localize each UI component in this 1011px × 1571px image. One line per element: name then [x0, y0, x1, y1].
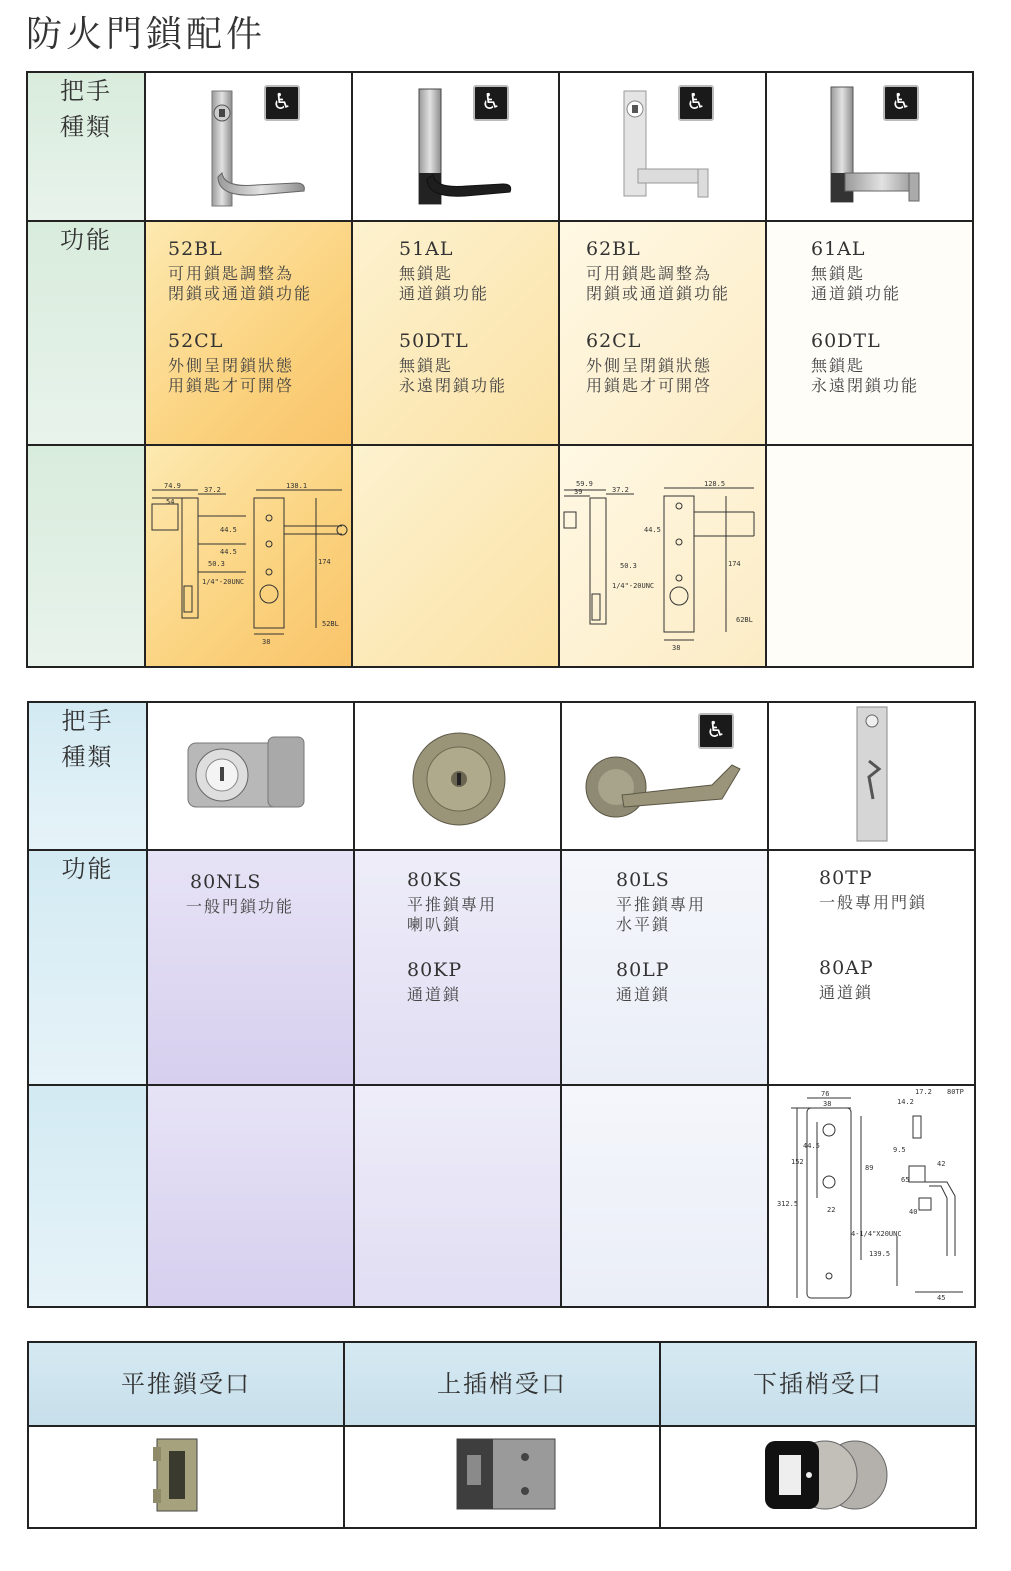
function-cell — [145, 221, 352, 445]
strike-header-cell — [660, 1342, 976, 1426]
strike-image-cell — [344, 1426, 660, 1528]
dim-label: 38 — [672, 644, 681, 652]
row-header-drawing — [27, 445, 145, 667]
handle-image-cell — [354, 702, 561, 850]
dim-label: 139.5 — [869, 1250, 891, 1258]
model-description: 通道鎖功能 — [399, 284, 490, 303]
model-description: 水平鎖 — [616, 915, 671, 934]
dim-label: 44.5 — [220, 526, 237, 534]
handle-table-2 — [27, 701, 976, 1308]
drawing-cell — [766, 445, 973, 667]
row-header-line2: 種類 — [60, 113, 112, 141]
handle-image-cell — [147, 702, 354, 850]
dim-label: 42 — [937, 1160, 946, 1168]
function-cell — [354, 850, 561, 1085]
dim-label: 17.2 — [915, 1088, 932, 1096]
function-cell — [352, 221, 559, 445]
model-code: 80AP — [819, 957, 874, 979]
model-code: 62CL — [586, 330, 642, 352]
handle-image-cell — [768, 702, 975, 850]
handle-image-cell — [352, 72, 559, 221]
model-description: 閉鎖或通道鎖功能 — [586, 284, 731, 303]
dim-label: 152 — [791, 1158, 804, 1166]
model-description: 一般專用門鎖 — [819, 893, 928, 912]
model-code: 80LS — [616, 869, 670, 891]
handle-image-cell — [766, 72, 973, 221]
dim-label: 39 — [574, 488, 583, 496]
model-description: 通道鎖 — [616, 985, 671, 1004]
model-description: 無鎖匙 — [399, 264, 454, 283]
row-header-drawing — [28, 1085, 147, 1307]
drawing-cell — [559, 445, 766, 667]
model-code: 80TP — [819, 867, 873, 889]
dim-label: 45 — [937, 1294, 946, 1302]
drawing-cell — [147, 1085, 354, 1307]
handle-image-cell — [559, 72, 766, 221]
strike-table — [27, 1341, 977, 1529]
dim-label: 59.9 — [576, 480, 593, 488]
dim-label: 50.3 — [208, 560, 225, 568]
dim-label: 174 — [318, 558, 331, 566]
wheelchair-icon: ♿ — [678, 85, 714, 121]
model-description: 平推鎖專用 — [616, 895, 707, 914]
model-description: 外側呈閉鎖狀態 — [168, 356, 295, 375]
strike-image-cell — [28, 1426, 344, 1528]
drawing-cell — [768, 1085, 975, 1307]
dim-label: 138.1 — [286, 482, 308, 490]
drawing-cell — [354, 1085, 561, 1307]
strike-header-cell — [28, 1342, 344, 1426]
dim-label: 76 — [821, 1090, 830, 1098]
model-description: 外側呈閉鎖狀態 — [586, 356, 713, 375]
model-description: 平推鎖專用 — [407, 895, 498, 914]
dim-label: 38 — [262, 638, 271, 646]
lever-handle-image — [767, 73, 972, 216]
push-bar-strike-image — [29, 1427, 343, 1523]
dim-label: 37.2 — [612, 486, 629, 494]
model-code: 80KP — [407, 959, 463, 981]
dim-label: 312.5 — [777, 1200, 799, 1208]
handle-image-cell — [145, 72, 352, 221]
handle-image-cell — [561, 702, 768, 850]
cylinder-lock-image — [148, 703, 353, 845]
drawing-cell — [561, 1085, 768, 1307]
wheelchair-icon: ♿ — [698, 713, 734, 749]
drawing-cell — [145, 445, 352, 667]
drawing-label: 52BL — [322, 620, 339, 628]
function-cell — [766, 221, 973, 445]
strike-header: 下插梢受口 — [753, 1370, 883, 1398]
lever-handle-image — [146, 73, 351, 216]
row-header-line1: 把手 — [61, 707, 114, 735]
model-code: 80KS — [407, 869, 463, 891]
dim-label: 38 — [823, 1100, 832, 1108]
dim-label: 54 — [166, 498, 175, 506]
page-title: 防火門鎖配件 — [26, 14, 267, 55]
dim-label: 40 — [909, 1208, 918, 1216]
function-cell — [147, 850, 354, 1085]
model-code: 52CL — [168, 330, 224, 352]
dim-label: 14.2 — [897, 1098, 914, 1106]
model-description: 通道鎖 — [819, 983, 874, 1002]
function-cell — [561, 850, 768, 1085]
thread-label: 4-1/4"X20UNC — [851, 1230, 902, 1238]
row-header-line1: 把手 — [60, 77, 112, 105]
dim-label: 128.5 — [704, 480, 726, 488]
dim-label: 50.3 — [620, 562, 637, 570]
model-description: 永遠閉鎖功能 — [399, 376, 508, 395]
model-description: 永遠閉鎖功能 — [811, 376, 920, 395]
model-description: 無鎖匙 — [811, 356, 866, 375]
drawing-label: 62BL — [736, 616, 753, 624]
row-header-line2: 種類 — [61, 743, 114, 771]
dim-label: 37.2 — [204, 486, 221, 494]
wheelchair-icon: ♿ — [264, 85, 300, 121]
model-description: 通道鎖 — [407, 985, 462, 1004]
row-header-function — [27, 221, 145, 445]
dim-label: 174 — [728, 560, 741, 568]
model-description: 一般門鎖功能 — [186, 897, 295, 916]
bottom-bolt-strike-image — [661, 1427, 975, 1523]
thread-label: 1/4"-20UNC — [612, 582, 655, 590]
function-cell — [768, 850, 975, 1085]
model-code: 50DTL — [399, 330, 469, 352]
handle-table-1 — [26, 71, 974, 668]
drawing-cell — [352, 445, 559, 667]
row-header-handle-type — [28, 702, 147, 850]
dim-label: 89 — [865, 1164, 874, 1172]
strike-header: 平推鎖受口 — [121, 1370, 251, 1398]
wheelchair-icon: ♿ — [473, 85, 509, 121]
knob-lock-image — [355, 703, 560, 845]
lever-lock-image — [562, 703, 767, 845]
model-description: 無鎖匙 — [399, 356, 454, 375]
model-description: 用鎖匙才可開啓 — [168, 376, 295, 395]
dim-label: 22 — [827, 1206, 836, 1214]
top-bolt-strike-image — [345, 1427, 659, 1523]
model-description: 無鎖匙 — [811, 264, 866, 283]
model-description: 通道鎖功能 — [811, 284, 902, 303]
model-code: 51AL — [399, 238, 454, 260]
strike-header-cell — [344, 1342, 660, 1426]
model-description: 喇叭鎖 — [407, 915, 462, 934]
model-code: 62BL — [586, 238, 641, 260]
trim-plate-image — [769, 703, 974, 845]
function-cell — [559, 221, 766, 445]
model-description: 可用鎖匙調整為 — [168, 264, 295, 283]
model-code: 80NLS — [190, 871, 262, 893]
thread-label: 1/4"-20UNC — [202, 578, 245, 586]
function-label: 功能 — [61, 855, 114, 883]
row-header-function — [28, 850, 147, 1085]
dimension-drawing-52bl — [146, 446, 351, 662]
dim-label: 44.5 — [803, 1142, 820, 1150]
model-description: 閉鎖或通道鎖功能 — [168, 284, 313, 303]
model-code: 80LP — [616, 959, 670, 981]
wheelchair-icon: ♿ — [883, 85, 919, 121]
dimension-drawing-62bl — [560, 446, 765, 662]
dim-label: 65 — [901, 1176, 910, 1184]
model-code: 52BL — [168, 238, 223, 260]
strike-header: 上插梢受口 — [437, 1370, 567, 1398]
model-description: 可用鎖匙調整為 — [586, 264, 713, 283]
strike-image-cell — [660, 1426, 976, 1528]
model-description: 用鎖匙才可開啓 — [586, 376, 713, 395]
row-header-handle-type — [27, 72, 145, 221]
model-code: 61AL — [811, 238, 866, 260]
lever-handle-image — [560, 73, 765, 216]
lever-handle-image — [353, 73, 558, 216]
dim-label: 74.9 — [164, 482, 181, 490]
function-label: 功能 — [60, 226, 112, 254]
dim-label: 44.5 — [220, 548, 237, 556]
model-code: 60DTL — [811, 330, 881, 352]
dim-label: 9.5 — [893, 1146, 906, 1154]
dimension-drawing-80tp — [769, 1086, 974, 1302]
drawing-label: 80TP — [947, 1088, 964, 1096]
dim-label: 44.5 — [644, 526, 661, 534]
